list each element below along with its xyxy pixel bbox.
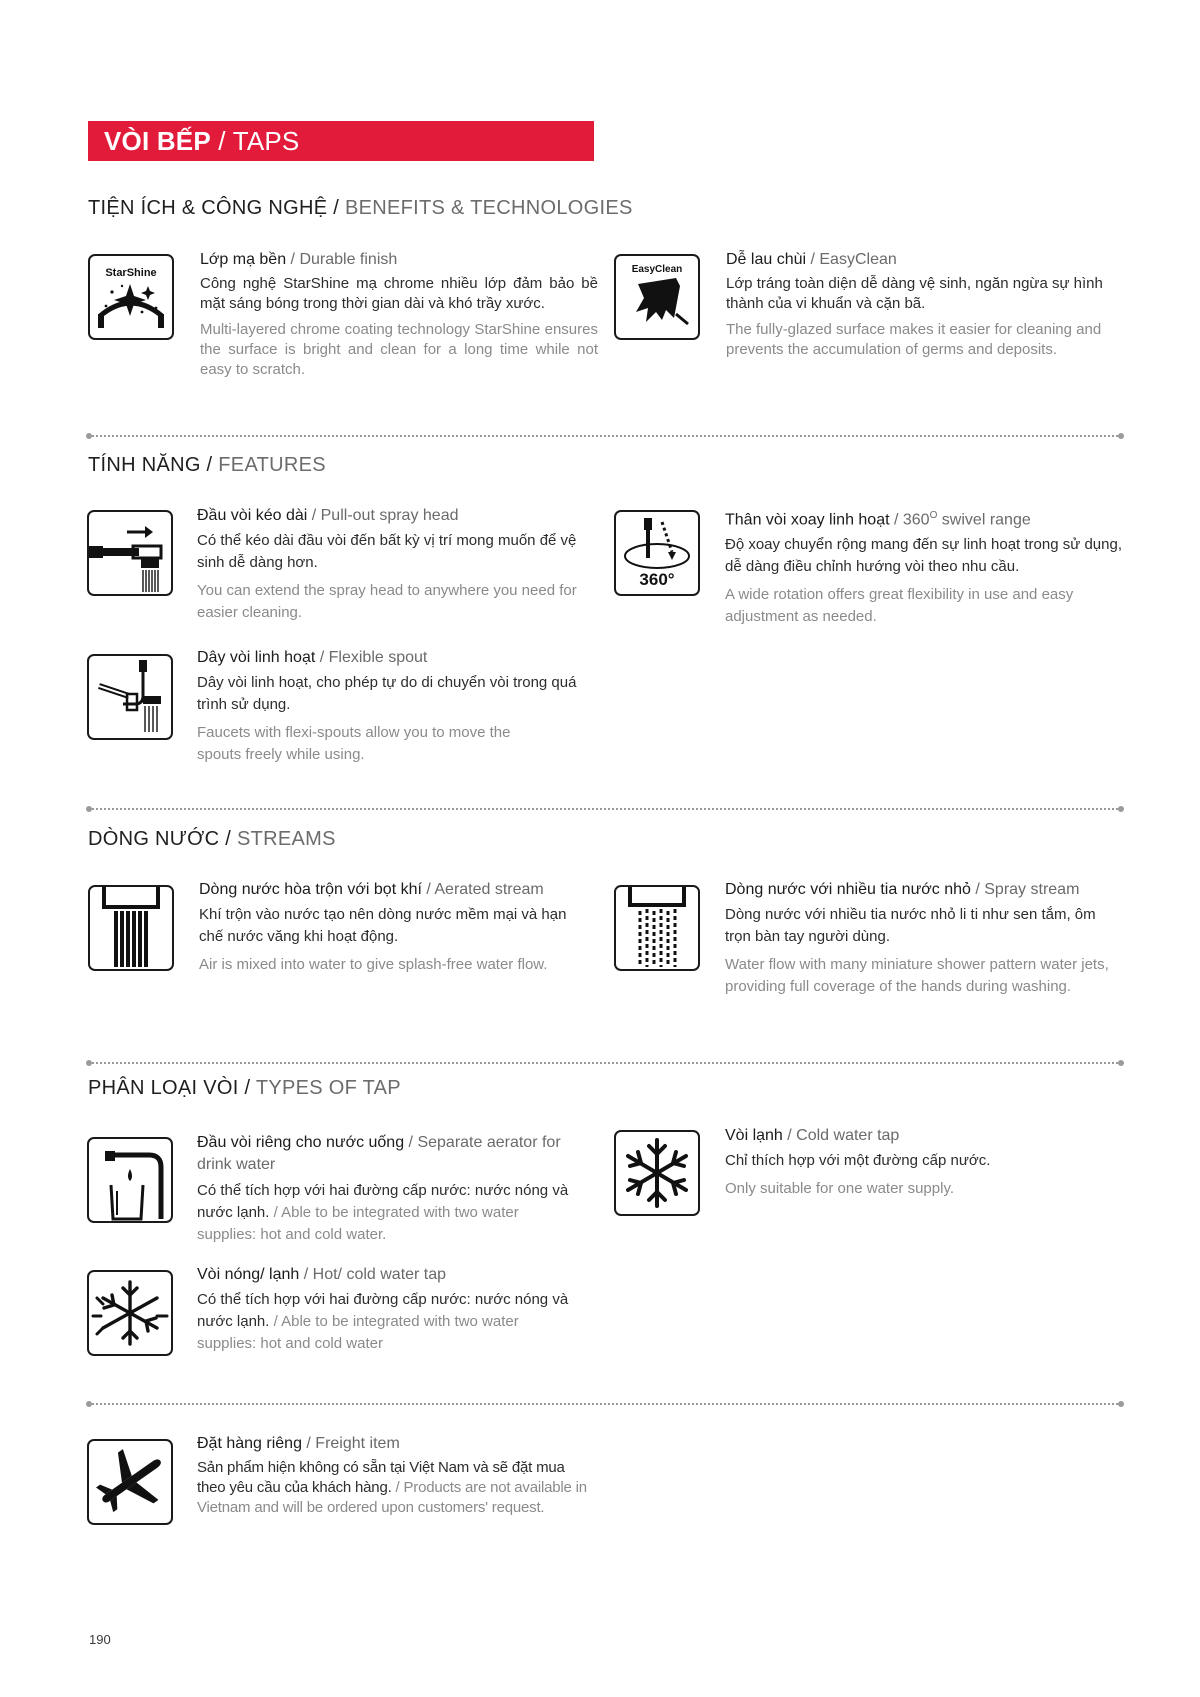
- pull-out-spray-icon: [87, 510, 173, 596]
- item-desc-vi: Công nghệ StarShine mạ chrome nhiều lớp đảm bảo bề mặt sáng bóng trong thời gian dài và khó trầy xước.: [200, 275, 598, 312]
- item-title: [200, 250, 598, 270]
- page-banner: [88, 121, 594, 161]
- section-title-sep: /: [238, 1077, 256, 1099]
- item-title-sup: O: [929, 510, 938, 521]
- item-title-vi: Đầu vòi kéo dài: [197, 507, 308, 524]
- section-title-sep: /: [200, 454, 219, 476]
- item-title-vi: Dòng nước với nhiều tia nước nhỏ: [725, 881, 971, 898]
- item-title-en-2: swivel range: [937, 511, 1031, 529]
- item-desc-en: You can extend the spray head to anywhere you need for easier cleaning.: [197, 582, 577, 621]
- item-cold-water-tap: [725, 1126, 1123, 1200]
- banner-title-vi: VÒI BẾP: [104, 126, 211, 156]
- item-desc-vi: Sản phẩm hiện không có sẵn tại Việt Nam và sẽ đặt mua theo yêu cầu của khách hàng.: [197, 1459, 565, 1496]
- item-desc-vi: Có thể tích hợp với hai đường cấp nước: nước nóng và nước lạnh.: [197, 1182, 569, 1221]
- item-title: [197, 1132, 595, 1176]
- item-title-en: / Spray stream: [970, 881, 1080, 898]
- item-title-vi: Dễ lau chùi: [726, 251, 807, 268]
- swivel-360-icon: [614, 510, 700, 596]
- item-title-vi: Thân vòi xoay linh hoạt: [725, 511, 890, 529]
- item-title: [197, 506, 595, 526]
- item-desc: [197, 1289, 577, 1355]
- item-freight: [197, 1434, 595, 1524]
- easyclean-icon: [614, 254, 700, 340]
- item-desc-en: / Able to be integrated with two water supplies: hot and cold water: [197, 1313, 519, 1352]
- banner-separator: /: [210, 126, 233, 156]
- section-title-streams: [88, 828, 336, 851]
- item-desc-en: Air is mixed into water to give splash-free water flow.: [199, 956, 548, 973]
- item-durable-finish: [200, 250, 598, 380]
- sun-snowflake-icon: [87, 1270, 173, 1356]
- item-title-en: / Separate aerator for drink water: [197, 1134, 561, 1173]
- item-desc-vi: Có thể kéo dài đầu vòi đến bất kỳ vị trí mong muốn để vệ sinh dễ dàng hơn.: [197, 532, 577, 571]
- page-number: 190: [89, 1632, 111, 1647]
- item-title: [725, 1126, 1123, 1146]
- starshine-icon: [88, 254, 174, 340]
- item-desc-en: Faucets with flexi-spouts allow you to move the spouts freely while using.: [197, 724, 511, 763]
- item-title-vi: Đặt hàng riêng: [197, 1435, 302, 1452]
- item-title-en: / Pull-out spray head: [307, 507, 459, 524]
- section-title-en: STREAMS: [236, 828, 336, 850]
- item-title-vi: Dây vòi linh hoạt: [197, 649, 316, 666]
- item-title: [197, 1434, 595, 1454]
- item-title: [725, 506, 1123, 530]
- section-title-vi: TIỆN ÍCH & CÔNG NGHỆ: [88, 197, 328, 219]
- item-title-en: / EasyClean: [806, 251, 897, 268]
- item-title-en: / Aerated stream: [421, 881, 544, 898]
- item-title-en: / 360: [889, 511, 930, 529]
- spray-stream-icon: [614, 885, 700, 971]
- drinking-water-tap-icon: [87, 1137, 173, 1223]
- airplane-icon: [87, 1439, 173, 1525]
- item-title-en: / Hot/ cold water tap: [299, 1266, 447, 1283]
- section-title-en: BENEFITS & TECHNOLOGIES: [344, 197, 633, 219]
- item-flexible-spout: [197, 648, 595, 766]
- item-hot-cold-tap: [197, 1265, 595, 1361]
- item-desc-en: / Products are not available in Vietnam and will be ordered upon customers' request.: [197, 1479, 587, 1516]
- section-divider: [88, 808, 1122, 810]
- item-title-vi: Đầu vòi riêng cho nước uống: [197, 1134, 405, 1151]
- item-swivel-range: [725, 506, 1123, 628]
- section-title-vi: PHÂN LOẠI VÒI: [88, 1077, 239, 1099]
- item-title: [726, 250, 1124, 270]
- item-title-vi: Lớp mạ bền: [200, 251, 287, 268]
- item-title-en: / Cold water tap: [782, 1127, 900, 1144]
- section-title-features: [88, 454, 326, 477]
- item-spray-stream: [725, 880, 1123, 998]
- item-desc-en: The fully-glazed surface makes it easier for cleaning and prevents the accumulation of germs and deposits.: [726, 321, 1102, 358]
- item-desc-en: / Able to be integrated with two water supplies: hot and cold water.: [197, 1204, 519, 1243]
- item-easyclean: [726, 250, 1124, 360]
- section-title-sep: /: [327, 197, 345, 219]
- item-title-en: / Flexible spout: [315, 649, 428, 666]
- item-title: [199, 880, 597, 900]
- section-divider: [88, 1403, 1122, 1405]
- item-desc: [197, 1180, 577, 1246]
- item-title-vi: Vòi lạnh: [725, 1127, 783, 1144]
- banner-title-en: TAPS: [232, 126, 300, 156]
- item-desc-en: A wide rotation offers great flexibility in use and easy adjustment as needed.: [725, 586, 1074, 626]
- section-divider: [88, 1062, 1122, 1064]
- section-title-types: [88, 1077, 401, 1100]
- section-title-en: FEATURES: [218, 454, 326, 476]
- item-desc-vi: Chỉ thích hợp với một đường cấp nước.: [725, 1152, 991, 1169]
- item-title-vi: Dòng nước hòa trộn với bọt khí: [199, 881, 422, 898]
- item-title-vi: Vòi nóng/ lạnh: [197, 1266, 300, 1283]
- item-desc-vi: Dây vòi linh hoạt, cho phép tự do di chuyển vòi trong quá trình sử dụng.: [197, 674, 577, 713]
- easyclean-icon-label: EasyClean: [631, 264, 683, 275]
- item-desc: [197, 1458, 595, 1518]
- section-title-en: TYPES OF TAP: [255, 1077, 401, 1099]
- aerated-stream-icon: [88, 885, 174, 971]
- item-title: [725, 880, 1123, 900]
- item-desc-vi: Dòng nước với nhiều tia nước nhỏ li ti như sen tắm, ôm trọn bàn tay người dùng.: [725, 906, 1096, 945]
- starshine-icon-label: StarShine: [105, 267, 157, 279]
- item-desc-vi: Khí trộn vào nước tạo nên dòng nước mềm mại và hạn chế nước văng khi hoạt động.: [199, 906, 567, 945]
- item-desc-en: Only suitable for one water supply.: [725, 1180, 955, 1197]
- swivel-icon-label: 360°: [639, 570, 675, 589]
- item-aerated-stream: [199, 880, 597, 976]
- section-title-vi: TÍNH NĂNG: [88, 454, 201, 476]
- item-desc-vi: Lớp tráng toàn diện dễ dàng vệ sinh, ngăn ngừa sự hình thành của vi khuẩn và cặn bã.: [726, 275, 1103, 312]
- item-title-en: / Freight item: [301, 1435, 400, 1452]
- item-title: [197, 1265, 595, 1285]
- snowflake-icon: [614, 1130, 700, 1216]
- item-desc-vi: Độ xoay chuyển rộng mang đến sự linh hoạt trong sử dụng, dễ dàng điều chỉnh hướng vòi theo nhu cầu.: [725, 536, 1122, 576]
- item-title: [197, 648, 595, 668]
- item-drink-water-aerator: [197, 1132, 595, 1252]
- item-desc-en: Water flow with many miniature shower pattern water jets, providing full coverage of the hands during washing.: [725, 956, 1109, 995]
- section-title-benefits: [88, 197, 633, 220]
- section-title-sep: /: [219, 828, 237, 850]
- section-title-vi: DÒNG NƯỚC: [88, 828, 220, 850]
- item-pull-out-spray: [197, 506, 595, 624]
- section-divider: [88, 435, 1122, 437]
- item-desc-en: Multi-layered chrome coating technology StarShine ensures the surface is bright and clean for a long time while not easy to scratch.: [200, 321, 598, 378]
- flexible-spout-icon: [87, 654, 173, 740]
- item-desc-vi: Có thể tích hợp với hai đường cấp nước: nước nóng và nước lạnh.: [197, 1291, 569, 1330]
- item-title-en: / Durable finish: [286, 251, 398, 268]
